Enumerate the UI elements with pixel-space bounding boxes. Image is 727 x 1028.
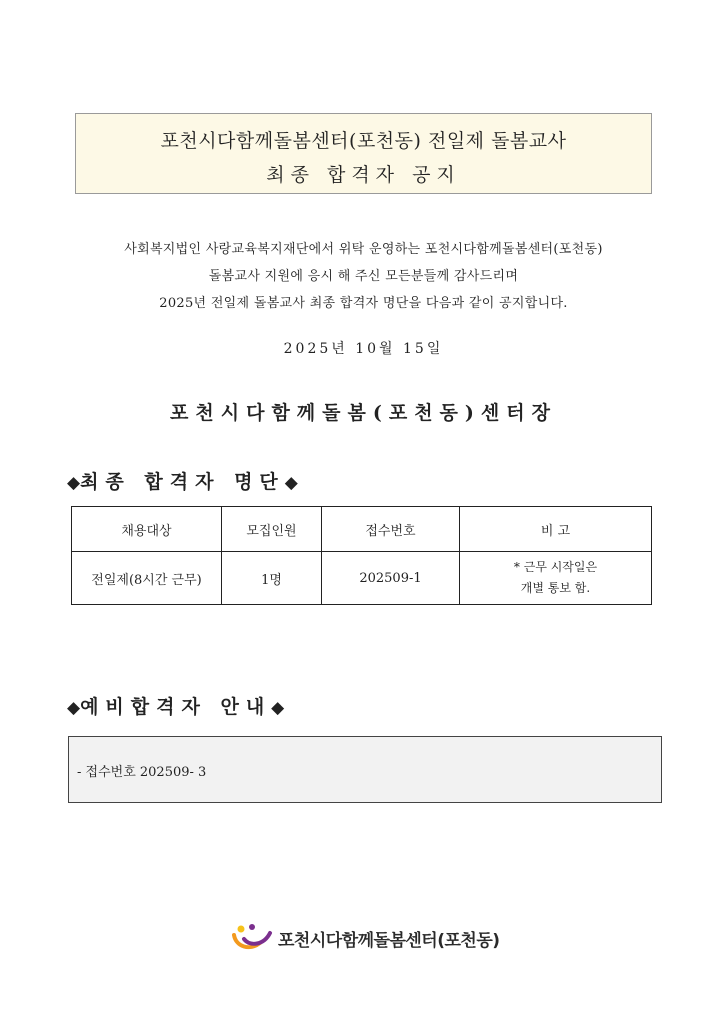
header-number: 접수번호 [322,507,460,552]
final-results-table [71,506,652,605]
title-line-2: 최종 합격자 공지 [266,164,461,186]
diamond-icon: ◆ [271,698,285,718]
title-line-1: 포천시다함께돌봄센터(포천동) 전일제 돌봄교사 [160,130,567,152]
cell-count: 1명 [222,552,322,605]
intro-line-3: 2025년 전일제 돌봄교사 최종 합격자 명단을 다음과 같이 공지합니다. [159,296,568,311]
note-line-1: * 근무 시작일은 [513,560,598,574]
table-row [72,552,652,605]
diamond-icon: ◆ [284,473,298,493]
cell-target: 전일제(8시간 근무) [72,552,222,605]
intro-paragraph [40,236,687,317]
title-box [75,113,652,194]
cell-note [460,552,652,605]
header-note: 비 고 [460,507,652,552]
reserve-heading [67,692,284,719]
reserve-info-text: - 접수번호 202509- 3 [77,765,207,780]
reserve-info-box [68,736,662,803]
organization-signature: 포천시다함께돌봄(포천동)센터장 [170,402,557,424]
header-count: 모집인원 [222,507,322,552]
intro-line-1: 사회복지법인 사랑교육복지재단에서 위탁 운영하는 포천시다함께돌봄센터(포천동) [124,242,603,257]
diamond-icon: ◆ [67,473,81,493]
footer-name: 포천시다함께돌봄센터(포천동) [278,931,500,951]
cell-number: 202509-1 [322,552,460,605]
final-list-heading-text: 최종 합격자 명단 [80,471,285,493]
table-header-row [72,507,652,552]
final-list-heading [67,467,298,494]
header-target: 채용대상 [72,507,222,552]
intro-line-2: 돌봄교사 지원에 응시 해 주신 모든분들께 감사드리며 [208,269,519,284]
dahamkke-care-logo-icon [230,921,274,953]
reserve-heading-text: 예비합격자 안내 [80,696,272,718]
diamond-icon: ◆ [67,698,81,718]
notice-date: 2025년 10월 15일 [283,341,444,357]
note-line-2: 개별 통보 함. [520,581,591,595]
